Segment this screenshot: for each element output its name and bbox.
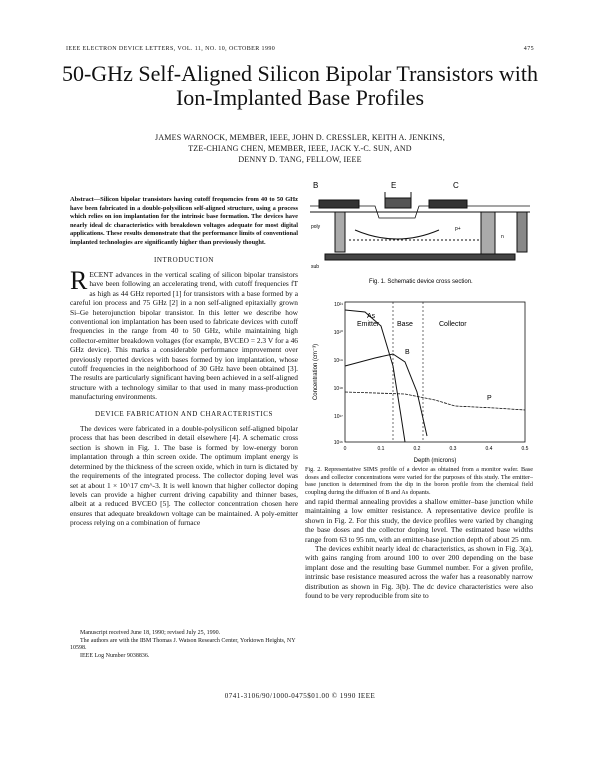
region-collector: Collector <box>439 321 467 328</box>
figure-2-caption: Fig. 2. Representative SIMS profile of a device as obtained from a monitor wafer. Base doses and collector concentrations were varied for the purposes of this study. The emitter–base junction is determined from the dip in the boron profile from the chemical field coupling during the diffusion of B and As dopants. <box>305 466 533 496</box>
label-e: E <box>391 181 397 190</box>
author-line: JAMES WARNOCK, MEMBER, IEEE, JOHN D. CRESSLER, KEITH A. JENKINS, <box>155 133 445 142</box>
region-base: Base <box>397 321 413 328</box>
author-block <box>90 132 510 165</box>
arsenic-curve <box>345 310 405 442</box>
ytick: 10²¹ <box>334 302 343 308</box>
label-b-dopant: B <box>405 349 410 356</box>
ytick: 10²⁰ <box>333 330 343 336</box>
footnote-received: Manuscript received June 18, 1990; revised July 25, 1990. <box>80 630 221 636</box>
xtick: 0.2 <box>413 446 421 452</box>
xtick: 0.1 <box>377 446 385 452</box>
label-n: n <box>501 234 504 240</box>
figure-1-cross-section <box>305 178 535 290</box>
section-heading-intro: INTRODUCTION <box>153 255 215 264</box>
label-as: As <box>367 313 376 320</box>
paper-title: 50-GHz Self-Aligned Silicon Bipolar Transistors with Ion-Implanted Base Profiles <box>61 61 539 110</box>
label-p: p+ <box>455 226 461 232</box>
ytick: 10¹⁹ <box>333 358 343 364</box>
footnotes <box>70 630 298 660</box>
footnote-log: IEEE Log Number 9038836. <box>80 652 150 659</box>
figure-2-sims-profile <box>305 296 535 466</box>
page-number: 475 <box>523 46 534 52</box>
label-poly: poly <box>311 224 321 230</box>
label-sub: sub <box>311 264 320 270</box>
xtick: 0.4 <box>485 446 493 452</box>
ytick: 10¹⁸ <box>333 386 343 392</box>
phosphorus-curve <box>345 392 525 410</box>
journal-header: IEEE ELECTRON DEVICE LETTERS, VOL. 11, NO. 10, OCTOBER 1990 <box>66 46 276 52</box>
figure-1-caption: Fig. 1. Schematic device cross section. <box>369 279 473 285</box>
boron-curve <box>345 354 427 436</box>
fab-paragraph <box>70 424 298 527</box>
label-b: B <box>313 181 319 190</box>
section-heading-fabrication: DEVICE FABRICATION AND CHARACTERISTICS <box>94 409 274 418</box>
y-ticks <box>334 302 344 446</box>
right-column <box>305 497 533 600</box>
abstract: Abstract—Silicon bipolar transistors having cutoff frequencies from 40 to 50 GHz have been fabricated in a double-polysilicon self-aligned structure, using a process which relies on ion implantation for the intrinsic base formation. The devices have nearly ideal dc characteristics with breakdown voltages adequate for most digital applications. These results demonstrate that the performance limits of conventional implanted technologies are significantly higher than previously thought. <box>70 196 298 246</box>
region-emitter: Emitter <box>357 321 380 328</box>
fab-text-1: The devices were fabricated in a double-polysilicon self-aligned bipolar process that has been described in detail elsewhere [4]. A schematic cross section is shown in Fig. 1. The base is formed by low-energy boron implantation through a thin screen oxide. The optimum implant energy is determined by the thickness of the screen oxide, which in turn is dictated by the requirements of the integrated process. The collector doping level was set at about 1 × 10^17 cm^-3. It is well known that higher collector doping levels can provide a higher current driving capability and thinner bases, albeit at a reduced BVCEO [5]. The collector concentration chosen here ensures that adequate breakdown voltage can be maintained. A poly-emitter process relying on a combination of furnace <box>70 424 298 528</box>
x-ticks <box>344 446 529 452</box>
left-column <box>70 196 298 528</box>
drop-cap: R <box>70 265 88 295</box>
intro-paragraph <box>70 265 298 402</box>
author-line: TZE-CHIANG CHEN, MEMBER, IEEE, JACK Y.-C. SUN, AND <box>188 144 412 153</box>
y-axis-label: Concentration (cm⁻³) <box>313 343 319 401</box>
ytick: 10¹⁶ <box>333 440 343 446</box>
cross-section-drawing <box>310 192 530 260</box>
intro-text: ECENT advances in the vertical scaling of silicon bipolar transistors have been following an accelerating trend, with cutoff frequencies fT as high as 44 GHz reported [1] for transistors with a base formed by a careful ion process and 75 GHz [2] in a non self-aligned epitaxially grown Si–Ge heterojunction bipolar transistor. In this letter we describe how conventional ion implantation has been used to fabricate devices with cutoff frequencies in the range from 40 to 50 GHz, while maintaining high collector-emitter breakdown voltages (for example, BVCEO = 2.3 V for a 46 GHz device). This marks a considerable performance improvement over previously reported devices with bases formed by ion implantation, whose cutoff frequencies in the neighborhood of 30 GHz have been obtained [3]. The results are particularly significant having been achieved in a self-aligned structure with a technology similar to that used in many mass-production manufacturing environments. <box>70 269 298 402</box>
xtick: 0.3 <box>449 446 457 452</box>
fab-text-2: and rapid thermal annealing provides a shallow emitter–base junction while maintaining a low emitter resistance. A representative device profile is shown in Fig. 2. For this study, the device profiles were varied by changing the base doses and the collector doping level. The estimated base widths range from 63 to 95 nm, with an emitter-base junction depth of about 25 nm. <box>305 497 533 544</box>
footnote-affiliation: The authors are with the IBM Thomas J. Watson Research Center, Yorktown Heights, NY 10598. <box>70 637 296 652</box>
fab-text-3: The devices exhibit nearly ideal dc characteristics, as shown in Fig. 3(a), with gains ranging from around 100 to over 200 depending on the base implant dose and the resulting base Gummel number. For a given profile, intrinsic base resistance measured across the wafer has a reasonably narrow distribution as shown in Fig. 3(b). The dc device characteristics were also found to be very reproducible from site to <box>305 544 533 601</box>
label-c: C <box>453 181 459 190</box>
ytick: 10¹⁷ <box>333 414 343 420</box>
author-line: DENNY D. TANG, FELLOW, IEEE <box>238 155 362 164</box>
x-axis-label: Depth (microns) <box>413 458 457 464</box>
label-p-dopant: P <box>487 395 492 402</box>
xtick: 0 <box>343 446 347 452</box>
copyright-line: 0741-3106/90/1000-0475$01.00 © 1990 IEEE <box>224 692 376 700</box>
running-header <box>66 46 534 56</box>
xtick: 0.5 <box>521 446 529 452</box>
